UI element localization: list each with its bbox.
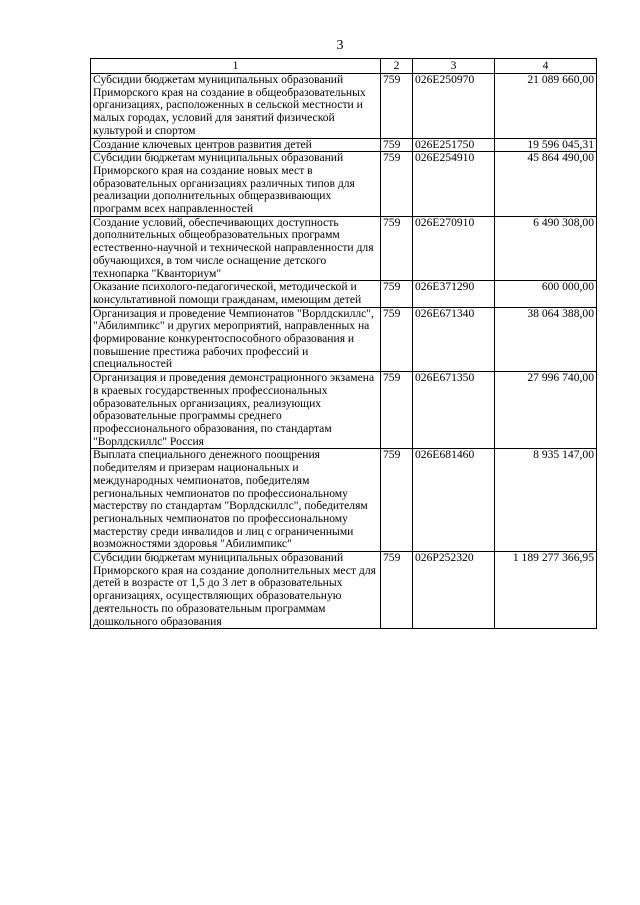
table-row	[91, 307, 597, 372]
row-grbs-code: 759	[381, 552, 413, 629]
column-header-4: 4	[495, 59, 597, 74]
table-row	[91, 216, 597, 281]
table-row	[91, 372, 597, 449]
row-name: Выплата специального денежного поощрения победителям и призерам национальных и международных чемпионатов, победителям региональных чемпионатов по профессиональному мастерству по стандартам "Ворлдскиллс", победителям региональных чемпионатов по профессиональному мастерству среди инвалидов и лиц с ограниченными возможностями здоровья "Абилимпикс"	[91, 449, 381, 552]
row-name: Организация и проведение Чемпионатов "Ворлдскиллс", "Абилимпикс" и других мероприятий, направленных на формирование конкурентоспособного образования и повышение престижа рабочих профессий и специальностей	[91, 307, 381, 372]
row-target-code: 026E254910	[413, 152, 495, 217]
table-row	[91, 281, 597, 307]
row-amount: 21 089 660,00	[495, 74, 597, 139]
row-name: Оказание психолого-педагогической, методической и консультативной помощи гражданам, имеющим детей	[91, 281, 381, 307]
row-grbs-code: 759	[381, 138, 413, 152]
row-amount: 19 596 045,31	[495, 138, 597, 152]
row-amount: 6 490 308,00	[495, 216, 597, 281]
column-header-3: 3	[413, 59, 495, 74]
row-grbs-code: 759	[381, 372, 413, 449]
row-name: Организация и проведения демонстрационного экзамена в краевых государственных профессиональных образовательных организациях, реализующих образовательные программы среднего профессионального образования, по стандартам "Ворлдскиллс" Россия	[91, 372, 381, 449]
row-target-code: 026E671340	[413, 307, 495, 372]
table-row	[91, 449, 597, 552]
table-row	[91, 152, 597, 217]
row-name: Создание условий, обеспечивающих доступность дополнительных общеобразовательных программ естественно-научной и технической направленности для обучающихся, в том числе оснащение детского технопарка "Кванториум"	[91, 216, 381, 281]
row-name: Субсидии бюджетам муниципальных образований Приморского края на создание дополнительных мест для детей в возрасте от 1,5 до 3 лет в образовательных организациях, осуществляющих образовательную деятельность по образовательным программам дошкольного образования	[91, 552, 381, 629]
row-grbs-code: 759	[381, 449, 413, 552]
row-grbs-code: 759	[381, 74, 413, 139]
budget-table	[90, 58, 597, 629]
row-name: Создание ключевых центров развития детей	[91, 138, 381, 152]
row-amount: 45 864 490,00	[495, 152, 597, 217]
row-name: Субсидии бюджетам муниципальных образований Приморского края на создание новых мест в образовательных организациях различных типов для реализации дополнительных общеразвивающих программ всех направленностей	[91, 152, 381, 217]
row-grbs-code: 759	[381, 281, 413, 307]
row-grbs-code: 759	[381, 152, 413, 217]
row-grbs-code: 759	[381, 216, 413, 281]
row-target-code: 026E270910	[413, 216, 495, 281]
row-amount: 8 935 147,00	[495, 449, 597, 552]
table-row	[91, 138, 597, 152]
row-amount: 1 189 277 366,95	[495, 552, 597, 629]
column-header-1: 1	[91, 59, 381, 74]
row-target-code: 026E371290	[413, 281, 495, 307]
table-row	[91, 74, 597, 139]
row-amount: 27 996 740,00	[495, 372, 597, 449]
row-amount: 38 064 388,00	[495, 307, 597, 372]
row-name: Субсидии бюджетам муниципальных образований Приморского края на создание в общеобразовательных организациях, расположенных в сельской местности и малых городах, условий для занятий физической культурой и спортом	[91, 74, 381, 139]
row-target-code: 026E251750	[413, 138, 495, 152]
row-target-code: 026E671350	[413, 372, 495, 449]
column-header-2: 2	[381, 59, 413, 74]
row-target-code: 026P252320	[413, 552, 495, 629]
table-row	[91, 552, 597, 629]
page-number: 3	[336, 38, 344, 53]
row-amount: 600 000,00	[495, 281, 597, 307]
row-target-code: 026E250970	[413, 74, 495, 139]
row-grbs-code: 759	[381, 307, 413, 372]
table-header-row	[91, 59, 597, 74]
row-target-code: 026E681460	[413, 449, 495, 552]
